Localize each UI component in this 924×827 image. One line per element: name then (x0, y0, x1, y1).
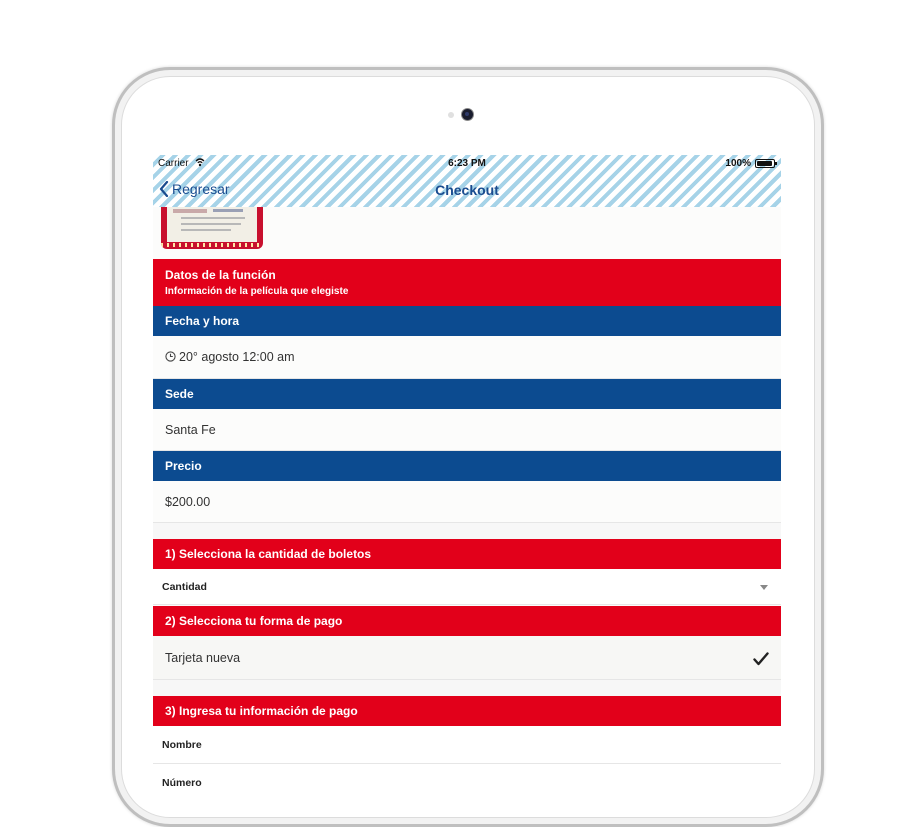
front-camera (462, 109, 473, 120)
step3-label: 3) Ingresa tu información de pago (165, 704, 358, 718)
step2-label: 2) Selecciona tu forma de pago (165, 614, 343, 628)
back-label: Regresar (172, 181, 230, 197)
step1-label: 1) Selecciona la cantidad de boletos (165, 547, 372, 561)
venue-value: Santa Fe (165, 423, 216, 437)
date-section-label: Fecha y hora (165, 314, 240, 328)
price-section-label: Precio (165, 459, 202, 473)
price-value: $200.00 (165, 495, 211, 509)
venue-section-label: Sede (165, 387, 194, 401)
venue-row (153, 409, 781, 451)
step2-header (153, 606, 781, 636)
section-spacer (153, 523, 781, 539)
date-value: 20° agosto 12:00 am (179, 350, 295, 364)
status-bar (153, 155, 781, 171)
function-data-subtitle: Información de la película que elegiste (165, 286, 349, 297)
card-number-field[interactable] (153, 764, 781, 795)
checkmark-icon (753, 652, 769, 666)
step3-header (153, 696, 781, 726)
payment-option-label: Tarjeta nueva (165, 651, 241, 665)
date-section-header (153, 306, 781, 336)
app-screen (153, 155, 781, 795)
carrier-label: Carrier (158, 158, 189, 169)
battery-percent: 100% (725, 158, 751, 169)
payment-option-new-card[interactable] (153, 636, 781, 680)
navigation-bar (153, 155, 781, 207)
quantity-label: Cantidad (162, 581, 207, 593)
name-field[interactable] (153, 726, 781, 764)
step1-header (153, 539, 781, 569)
page-title: Checkout (435, 182, 499, 198)
quantity-select[interactable] (153, 569, 781, 605)
function-data-header (153, 259, 781, 306)
clock: 6:23 PM (448, 158, 486, 169)
name-label: Nombre (162, 739, 202, 751)
dropdown-arrow-icon (760, 585, 768, 590)
clock-icon (165, 351, 176, 362)
battery-icon (755, 159, 775, 168)
function-data-title: Datos de la función (165, 268, 276, 282)
price-section-header (153, 451, 781, 481)
date-row (153, 336, 781, 379)
venue-section-header (153, 379, 781, 409)
section-spacer (153, 680, 781, 696)
price-row (153, 481, 781, 523)
card-number-label: Número (162, 777, 202, 789)
proximity-sensor (448, 112, 454, 118)
movie-poster-thumbnail (161, 207, 263, 249)
